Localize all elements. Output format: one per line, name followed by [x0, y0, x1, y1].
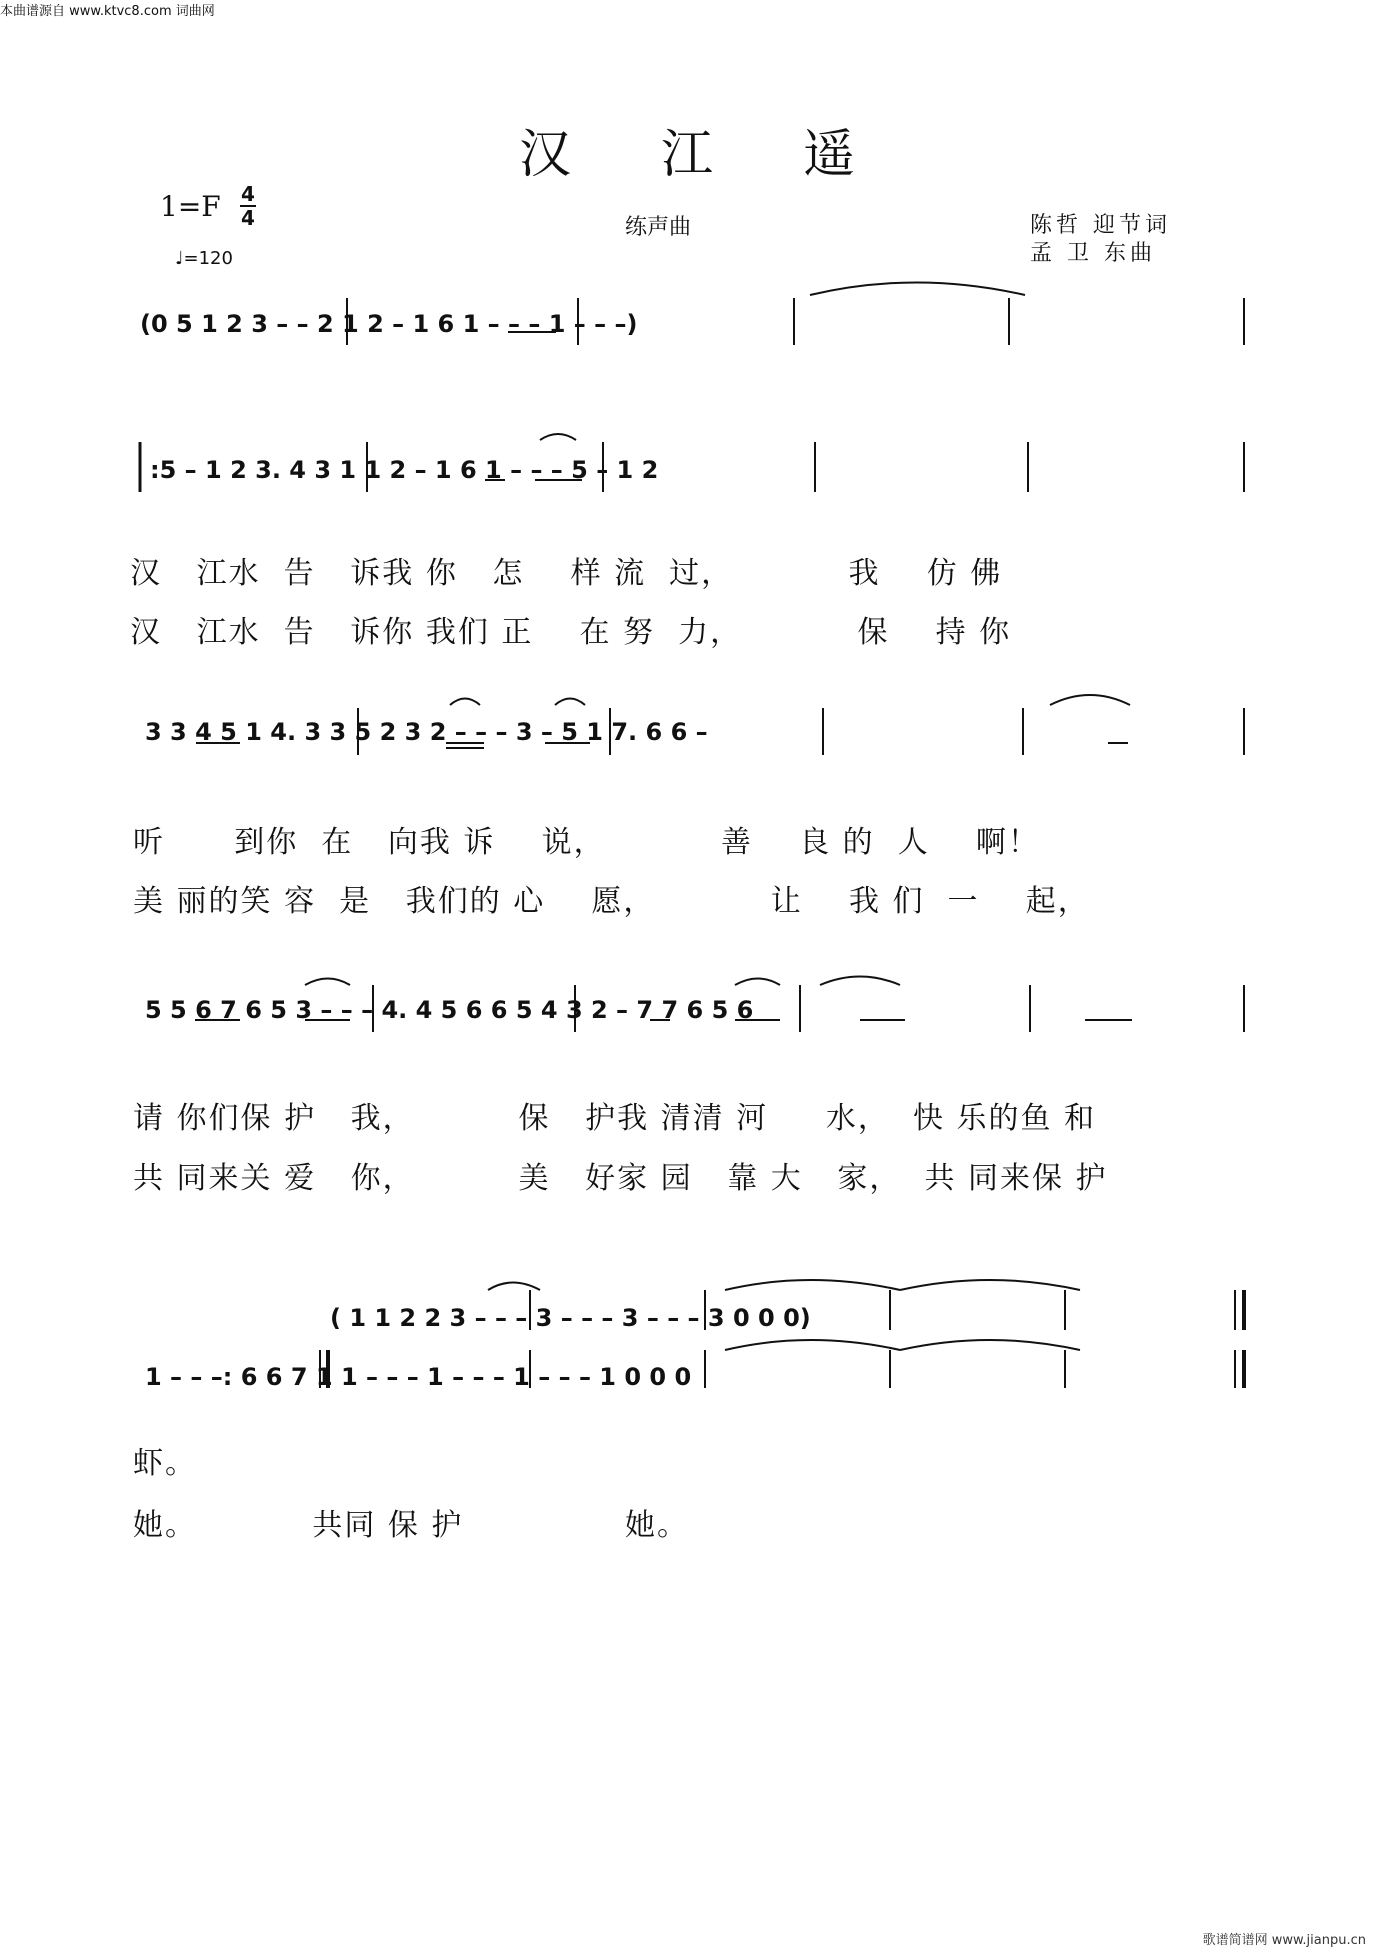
- lyric-line-3-verse-2: 共 同来关 爱 你， 美 好家 园 靠 大 家， 共 同来保 护: [133, 1161, 1108, 1196]
- subtitle: 练声曲: [625, 215, 692, 240]
- notes-system-5-upper: ( 1 1 2 2 3 – – – 3 – – – 3 – – – 3 0 0 0): [330, 1304, 811, 1332]
- key-signature: 1=F: [160, 190, 221, 223]
- time-signature-bottom: 4: [241, 206, 255, 230]
- notes-system-2: :5 – 1 2 3. 4 3 1 1 2 – 1 6 1 – – – 5 – 1 2: [150, 456, 659, 484]
- notes-system-1: (0 5 1 2 3 – – 2 1 2 – 1 6 1 – – – 1 – – –): [140, 310, 638, 338]
- lyric-line-3-verse-1: 请 你们保 护 我， 保 护我 清清 河 水， 快 乐的鱼 和: [133, 1101, 1097, 1136]
- tempo-mark: ♩=120: [175, 248, 233, 269]
- lyric-line-1-verse-2: 汉 江水 告 诉你 我们 正 在 努 力， 保 持 你: [130, 615, 1012, 650]
- lyricist-credit: 陈哲 迎节词: [1030, 213, 1171, 238]
- footer-watermark: 歌谱简谱网 www.jianpu.cn: [1202, 1933, 1366, 1948]
- lyric-line-2-verse-1: 听 到你 在 向我 诉 说， 善 良 的 人 啊！: [133, 825, 1040, 860]
- time-signature-top: 4: [241, 182, 255, 206]
- notes-system-3: 3 3 4 5 1 4. 3 3 5 2 3 2 – – – 3 – 5 1 7. 6 6 –: [145, 718, 708, 746]
- lyric-line-4-verse-1: 虾。: [133, 1446, 197, 1481]
- composer-credit: 孟 卫 东曲: [1030, 241, 1156, 266]
- notes-system-5-lower: 1 – – –: 6 6 7 1 1 – – – 1 – – – 1 – – – 1 0 0 0: [145, 1363, 692, 1391]
- lyric-line-4-verse-2: 她。 共同 保 护 她。: [133, 1508, 689, 1543]
- lyric-line-1-verse-1: 汉 江水 告 诉我 你 怎 样 流 过， 我 仿 佛: [130, 556, 1003, 591]
- notes-system-4: 5 5 6 7 6 5 3 – – – 4. 4 5 6 6 5 4 3 2 – 7 7 6 5 6: [145, 996, 754, 1024]
- lyric-line-2-verse-2: 美 丽的笑 容 是 我们的 心 愿， 让 我 们 一 起，: [133, 884, 1090, 919]
- source-note: 本曲谱源自 www.ktvc8.com 词曲网: [0, 4, 215, 19]
- song-title: 汉江遥: [518, 125, 945, 185]
